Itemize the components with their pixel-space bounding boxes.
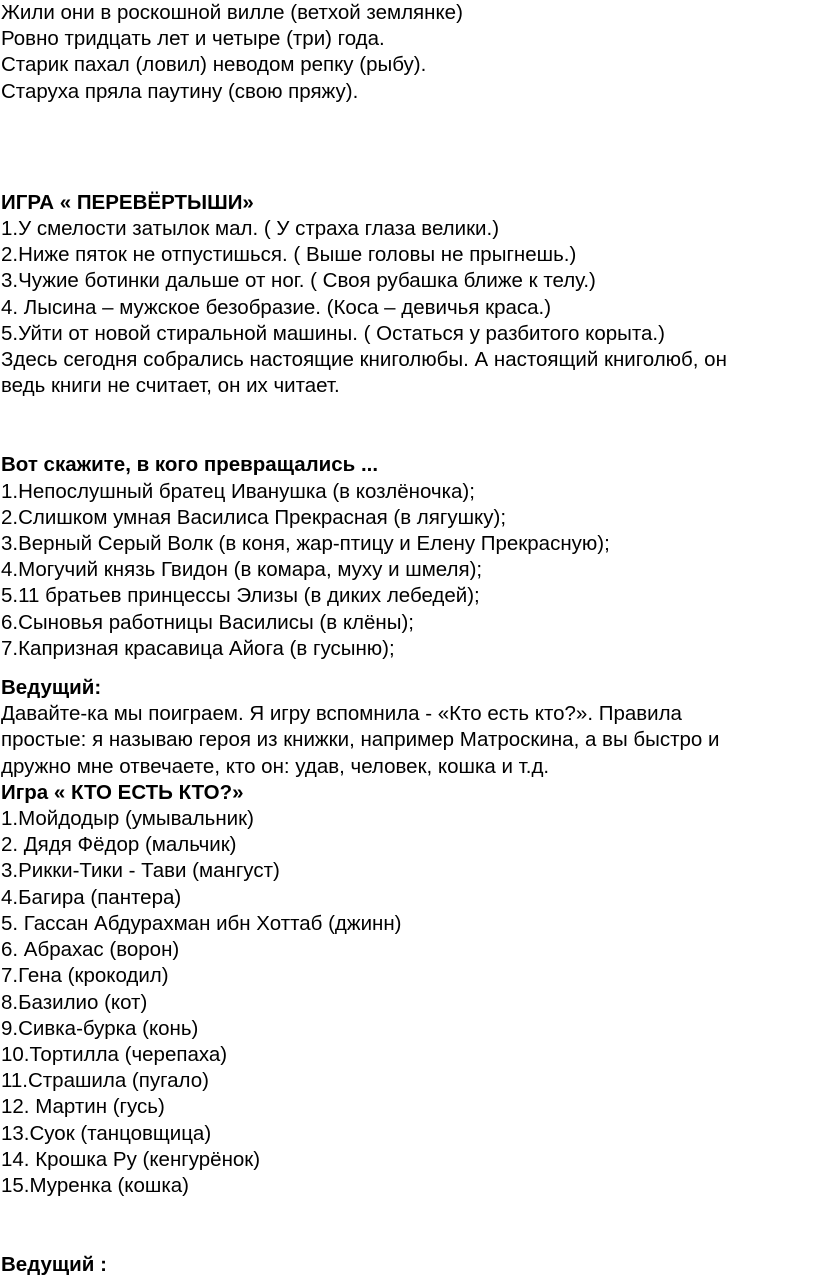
game-reverse-item: 2.Ниже пяток не отпустишься. ( Выше головы не прыгнешь.) [1,243,577,267]
game-reverse-item: 1.У смелости затылок мал. ( У страха глаза велики.) [1,217,500,241]
spacer [1,1199,816,1252]
transform-item: 4.Могучий князь Гвидон (в комара, муху и шмеля); [1,558,483,582]
game-who-item: 7.Гена (крокодил) [1,964,169,988]
intro-line: Ровно тридцать лет и четыре (три) года. [1,27,385,51]
game-who-item: 12. Мартин (гусь) [1,1095,165,1119]
game-reverse-section [1,190,816,400]
host-label: Ведущий: [1,676,102,700]
host-line: простые: я называю героя из книжки, например Матроскина, а вы быстро и [1,728,720,752]
game-reverse-item: 5.Уйти от новой стиральной машины. ( Остаться у разбитого корыта.) [1,321,665,345]
game-who-item: 5. Гассан Абдурахман ибн Хоттаб (джинн) [1,911,402,935]
intro-line: Старуха пряла паутину (свою пряжу). [1,79,359,103]
game-who-item: 2. Дядя Фёдор (мальчик) [1,833,237,857]
transform-section [1,452,816,662]
transform-title: Вот скажите, в кого превращались ... [1,453,379,477]
intro-section [1,0,816,105]
game-who-title: Игра « КТО ЕСТЬ КТО?» [1,780,244,804]
game-who-item: 9.Сивка-бурка (конь) [1,1016,199,1040]
spacer [1,662,816,675]
transform-item: 6.Сыновья работницы Василисы (в клёны); [1,610,414,634]
game-reverse-closing-line: ведь книги не считает, он их читает. [1,374,340,398]
host-line: дружно мне отвечаете, кто он: удав, человек, кошка и т.д. [1,754,550,778]
transform-item: 5.11 братьев принцессы Элизы (в диких лебедей); [1,584,480,608]
game-who-item: 1.Мойдодыр (умывальник) [1,807,254,831]
host-section-2 [1,1252,816,1278]
transform-item: 2.Слишком умная Василиса Прекрасная (в лягушку); [1,505,507,529]
game-who-item: 15.Муренка (кошка) [1,1173,189,1197]
game-who-item: 10.Тортилла (черепаха) [1,1042,228,1066]
spacer [1,105,816,190]
intro-line: Жили они в роскошной вилле (ветхой землянке) [1,1,463,24]
host-line: Давайте-ка мы поиграем. Я игру вспомнила - «Кто есть кто?». Правила [1,702,682,726]
game-who-item: 6. Абрахас (ворон) [1,938,180,962]
game-who-section [1,780,816,1199]
spacer [1,399,816,452]
transform-item: 3.Верный Серый Волк (в коня, жар-птицу и Елену Прекрасную); [1,532,610,556]
game-who-item: 8.Базилио (кот) [1,990,148,1014]
game-who-item: 11.Страшила (пугало) [1,1069,209,1093]
host-label: Ведущий : [1,1253,107,1277]
transform-item: 1.Непослушный братец Иванушка (в козлёночка); [1,479,475,503]
host-section-1 [1,675,816,780]
transform-item: 7.Капризная красавица Айога (в гусыню); [1,636,395,660]
game-who-item: 14. Крошка Ру (кенгурёнок) [1,1147,261,1171]
game-reverse-closing-line: Здесь сегодня собрались настоящие книголюбы. А настоящий книголюб, он [1,348,727,372]
game-reverse-item: 3.Чужие ботинки дальше от ног. ( Своя рубашка ближе к телу.) [1,269,596,293]
game-who-item: 13.Суок (танцовщица) [1,1121,212,1145]
game-who-item: 3.Рикки-Тики - Тави (мангуст) [1,859,280,883]
game-reverse-title: ИГРА « ПЕРЕВЁРТЫШИ» [1,190,254,214]
game-who-item: 4.Багира (пантера) [1,885,182,909]
game-reverse-item: 4. Лысина – мужское безобразие. (Коса – девичья краса.) [1,295,552,319]
intro-line: Старик пахал (ловил) неводом репку (рыбу). [1,53,427,77]
